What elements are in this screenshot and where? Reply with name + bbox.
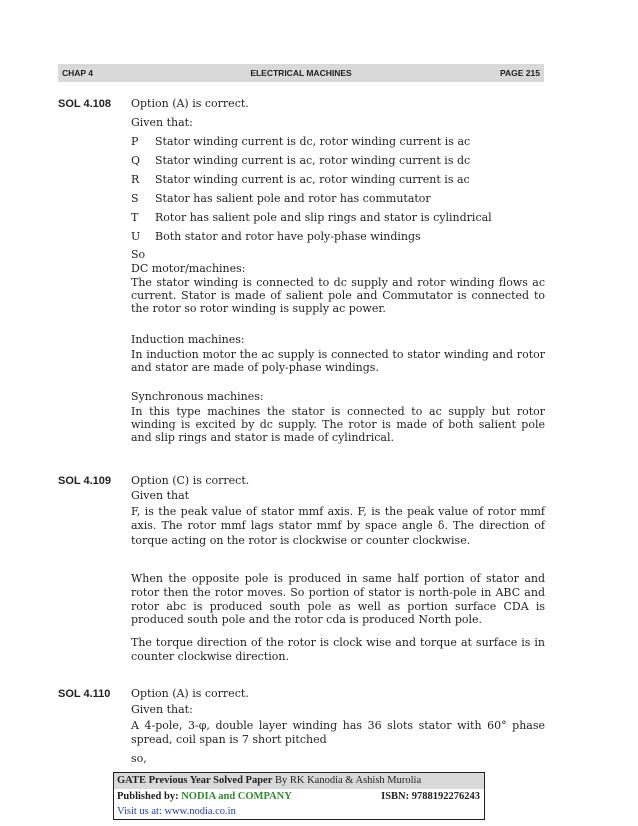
item-text: Stator winding current is ac, rotor winding current is dc	[155, 154, 471, 167]
item-letter: R	[131, 173, 140, 186]
item-text: Stator winding current is ac, rotor winding current is ac	[155, 173, 470, 186]
sol-4-110-so: so,	[131, 752, 147, 765]
sol-4-110-paragraph-1: A 4-pole, 3-φ, double layer winding has 36 slots stator with 60° phase spread, coil span is 7 short pitched	[131, 719, 545, 747]
synchronous-heading: Synchronous machines:	[131, 390, 264, 403]
item-text: Stator has salient pole and rotor has commutator	[155, 192, 431, 205]
chapter-title: ELECTRICAL MACHINES	[250, 68, 352, 78]
sol-4-109-paragraph-1: F, is the peak value of stator mmf axis. F, is the peak value of rotor mmf axis. The rotor mmf lags stator mmf by space angle δ. The direction of torque acting on the rotor is clockwise or counter clockwise.	[131, 505, 545, 547]
sol-4-109-given: Given that	[131, 489, 190, 502]
sol-4-109-paragraph-2: When the opposite pole is produced in same half portion of stator and rotor then the rotor moves. So portion of stator is north-pole in ABC and rotor abc is produced south pole as well as portion surface CDA is produced south pole and the rotor cda is produced North pole.	[131, 572, 545, 627]
so-label: So	[131, 248, 146, 261]
synchronous-paragraph: In this type machines the stator is connected to ac supply but rotor winding is excited by dc supply. The rotor is made of both salient pole and slip rings and stator is made of cylindrical.	[131, 405, 545, 445]
sol-4-110-label: SOL 4.110	[58, 688, 111, 700]
book-authors: By RK Kanodia & Ashish Murolia	[274, 775, 422, 786]
item-text: Stator winding current is dc, rotor winding current is ac	[155, 135, 471, 148]
dc-paragraph: The stator winding is connected to dc supply and rotor winding flows ac current. Stator is made of salient pole and Commutator is connected to the rotor so rotor winding is supply ac power.	[131, 276, 545, 316]
sol-4-109-option: Option (C) is correct.	[131, 474, 250, 487]
item-letter: S	[131, 192, 139, 205]
item-letter: U	[131, 230, 141, 243]
page-header	[58, 64, 544, 82]
chapter-label: CHAP 4	[62, 68, 94, 78]
item-letter: Q	[131, 154, 141, 167]
footer-title-line	[117, 775, 421, 786]
item-text: Rotor has salient pole and slip rings and stator is cylindrical	[155, 211, 492, 224]
footer-published-line	[117, 791, 292, 802]
sol-4-108-option: Option (A) is correct.	[131, 97, 249, 110]
dc-heading: DC motor/machines:	[131, 262, 246, 275]
website-link[interactable]: Visit us at: www.nodia.co.in	[117, 806, 236, 817]
sol-4-109-paragraph-3: The torque direction of the rotor is clock wise and torque at surface is in counter clockwise direction.	[131, 636, 545, 663]
sol-4-110-option: Option (A) is correct.	[131, 687, 249, 700]
item-letter: P	[131, 135, 139, 148]
induction-paragraph: In induction motor the ac supply is connected to stator winding and rotor and stator are made of poly-phase windings.	[131, 348, 545, 375]
book-title: GATE Previous Year Solved Paper	[117, 775, 273, 786]
item-text: Both stator and rotor have poly-phase windings	[155, 230, 421, 243]
isbn: ISBN: 9788192276243	[381, 791, 480, 802]
footer-publisher-box	[113, 772, 485, 820]
sol-4-109-label: SOL 4.109	[58, 475, 111, 487]
sol-4-108-label: SOL 4.108	[58, 98, 111, 110]
publisher-name: NODIA and COMPANY	[181, 791, 292, 802]
published-label: Published by:	[117, 791, 179, 802]
sol-4-108-given: Given that:	[131, 116, 193, 129]
page-number: PAGE 215	[499, 68, 540, 78]
item-letter: T	[131, 211, 139, 224]
induction-heading: Induction machines:	[131, 333, 245, 346]
sol-4-110-given: Given that:	[131, 703, 193, 716]
